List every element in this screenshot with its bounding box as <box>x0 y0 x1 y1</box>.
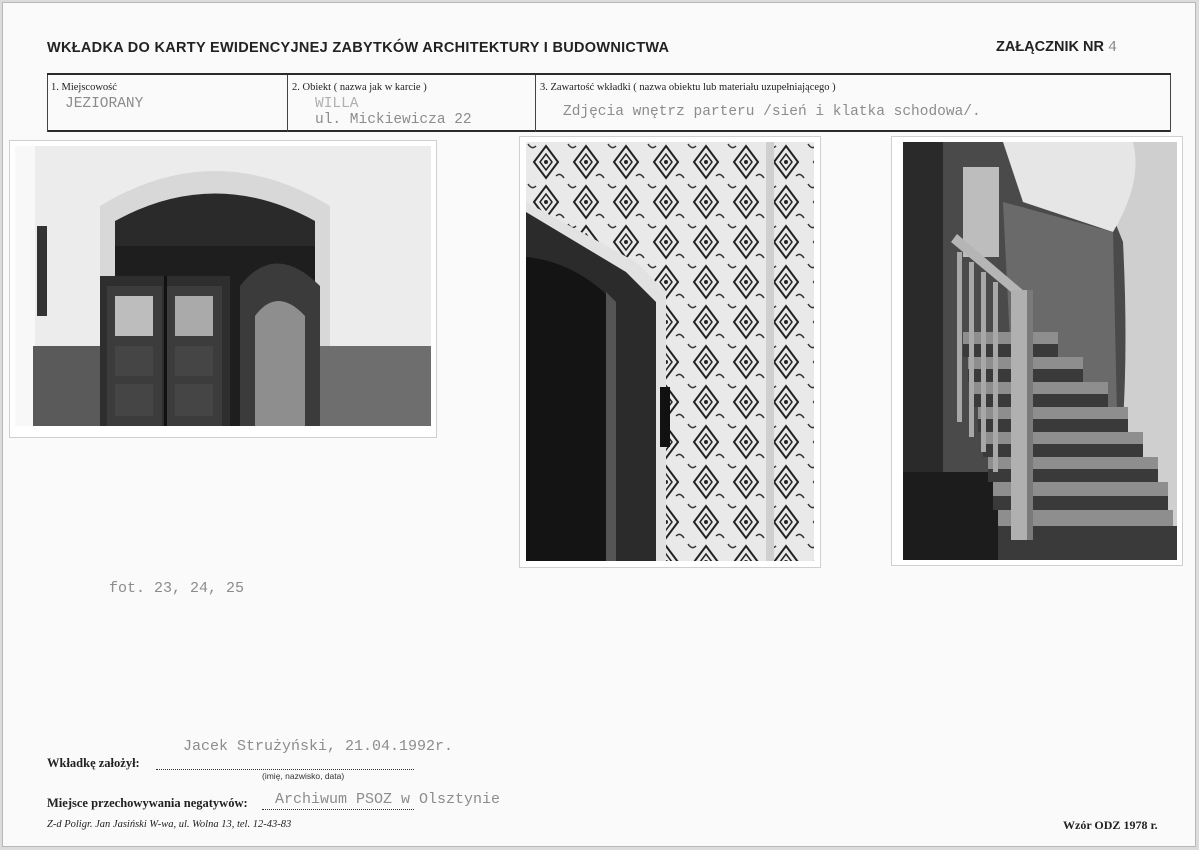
object-label: 2. Obiekt ( nazwa jak w karcie ) <box>292 82 427 93</box>
photo-staircase <box>892 137 1182 565</box>
locality-label: 1. Miejscowość <box>51 82 117 93</box>
photos-caption: fot. 23, 24, 25 <box>109 580 245 597</box>
field-divider <box>287 75 288 132</box>
created-by-hint: (imię, nazwisko, data) <box>262 771 345 781</box>
printer-imprint: Z-d Poligr. Jan Jasiński W-wa, ul. Wolna 13, tel. 12-43-83 <box>47 819 292 830</box>
photo-painted-wall-image <box>526 142 814 561</box>
field-divider <box>47 75 48 132</box>
annex-number: 4 <box>1107 39 1117 56</box>
created-by-line <box>156 769 414 770</box>
field-divider <box>1170 75 1171 132</box>
contents-label: 3. Zawartość wkładki ( nazwa obiektu lub materiału uzupełniającego ) <box>540 82 836 93</box>
record-sheet <box>2 2 1196 847</box>
storage-line <box>262 809 414 810</box>
form-title: WKŁADKA DO KARTY EWIDENCYJNEJ ZABYTKÓW ARCHITEKTURY I BUDOWNICTWA <box>47 40 670 56</box>
annex-label-text: ZAŁĄCZNIK NR <box>996 39 1104 55</box>
created-by-value: Jacek Strużyński, 21.04.1992r. <box>183 738 454 755</box>
contents-value: Zdjęcia wnętrz parteru /sień i klatka schodowa/. <box>563 104 981 120</box>
storage-label: Miejsce przechowywania negatywów: <box>47 796 248 810</box>
bottom-rule <box>47 130 1171 132</box>
top-rule <box>47 73 1171 75</box>
object-value-line1: WILLA <box>315 96 359 112</box>
locality-value: JEZIORANY <box>65 96 144 112</box>
photo-painted-wall <box>520 137 820 567</box>
field-divider <box>535 75 536 132</box>
object-value-line2: ul. Mickiewicza 22 <box>315 112 472 128</box>
annex-label <box>996 39 1117 56</box>
photo-staircase-image <box>903 142 1177 560</box>
created-by-label: Wkładkę założył: <box>47 756 140 770</box>
form-model: Wzór ODZ 1978 r. <box>1063 818 1158 832</box>
photo-hall-arch-image <box>15 146 431 426</box>
photo-hall-arch <box>10 141 436 437</box>
storage-value: Archiwum PSOZ w Olsztynie <box>275 791 501 808</box>
